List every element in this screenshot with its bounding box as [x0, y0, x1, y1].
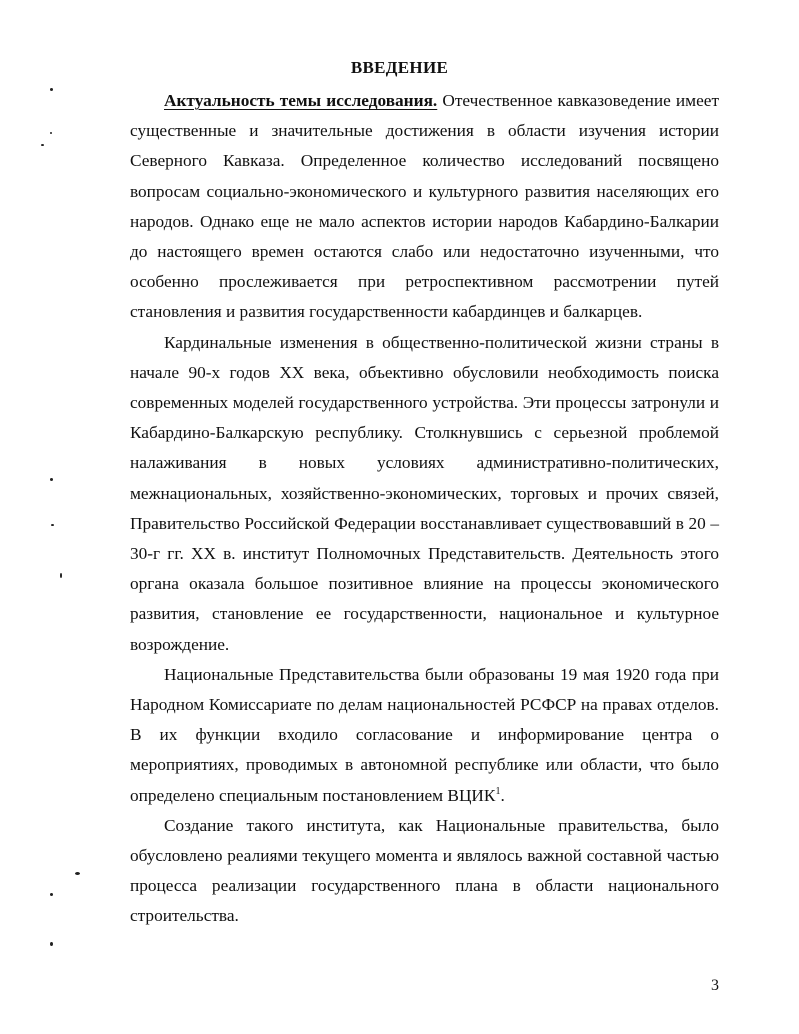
paragraph-text: Национальные Представительства были образованы 19 мая 1920 года при Народном Комиссариате по делам национальностей РСФСР на правах отделов. В их функции входило согласование и информирование центра о мероприятиях, проводимых в автономной республике или области, что было определено специальным постановлением ВЦИК	[130, 664, 719, 805]
scan-speck	[50, 478, 53, 481]
scan-speck	[51, 524, 54, 526]
paragraph-text-end: .	[500, 785, 505, 805]
scan-speck	[50, 88, 53, 91]
scan-speck	[50, 893, 53, 896]
footnote-marker[interactable]: 1	[495, 785, 501, 797]
paragraph-text: Кардинальные изменения в общественно-политической жизни страны в начале 90-х годов XX века, объективно обусловили необходимость поиска современных моделей государственного устройства. Эти процессы затронули и Кабардино-Балкарскую республику. Столкнувшись с серьезной проблемой налаживания в новых условиях административно-политических, межнациональных, хозяйственно-экономических, торговых и прочих связей, Правительство Российской Федерации восстанавливает существовавший в 20 – 30-г гг. XX в. институт Полномочных Представительств. Деятельность этого органа оказала большое позитивное влияние на процессы экономического развития, становление ее государственности, национальное и культурное возрождение.	[130, 332, 719, 654]
scan-speck	[41, 144, 44, 146]
page-number: 3	[711, 977, 719, 994]
scan-speck	[50, 942, 53, 946]
page-heading: ВВЕДЕНИЕ	[350, 58, 449, 77]
paragraph-text: Создание такого института, как Национальные правительства, было обусловлено реалиями текущего момента и являлось важной составной частью процесса реализации государственного плана в области национального строительства.	[130, 815, 719, 926]
scan-speck	[75, 872, 80, 875]
body-text	[130, 86, 719, 932]
scan-speck	[60, 573, 62, 578]
paragraph-text: Отечественное кавказоведение имеет существенные и значительные достижения в области изучения истории Северного Кавказа. Определенное количество исследований посвящено вопросам социально-экономического и культурного развития населяющих его народов. Однако еще не мало аспектов истории народов Кабардино-Балкарии до настоящего времен остаются слабо или недостаточно изученными, что особенно прослеживается при ретроспективном рассмотрении путей становления и развития государственности кабардинцев и балкарцев.	[130, 91, 719, 322]
run-in-heading: Актуальность темы исследования.	[164, 91, 438, 110]
paragraph-institution	[130, 811, 719, 932]
paragraph-changes	[130, 328, 719, 660]
scan-speck	[50, 132, 52, 134]
paragraph-relevance	[130, 86, 719, 328]
paragraph-representations	[130, 660, 719, 811]
